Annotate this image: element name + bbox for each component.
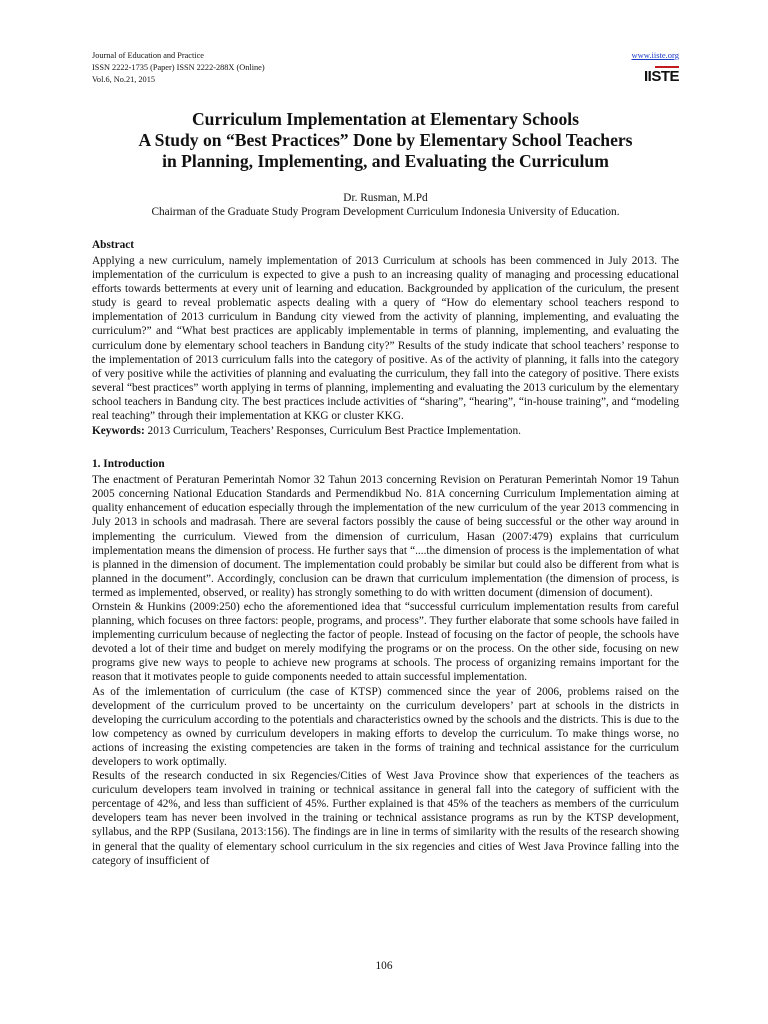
author-name: Dr. Rusman, M.Pd	[343, 192, 428, 204]
paragraph: As of the imlementation of curriculum (the case of KTSP) commenced since the year of 2006, problems raised on the development of the curriculum proved to be uncertainty on the curriculum developers’ part at schools in the districts in developing the curriculum according to the potentials and characteristics owned by the schools and the districts. This is due to the low competency as owned by curriculum developers in making efforts to develop the curriculum. To make things worse, no actions of increasing the existing competencies are taken in the forms of training and technical assistance for the curriculum developers to work optimally.	[92, 685, 679, 768]
paragraph: The enactment of Peraturan Pemerintah Nomor 32 Tahun 2013 concerning Revision on Peraturan Pemerintah Nomor 19 Tahun 2005 concerning National Education Standards and Permendikbud No. 81A concerning Curriculum Implementation aiming at quality enhancement of education especially through the implementation of the new curriculum of the year 2013 commencing in July 2013 in schools and madrasah. There are several factors possibly the cause of being successful or the other way around in implementing the curriculum. Viewed from the dimension of curriculum, Hasan (2007:479) explains that curriculum implementation means the dimension of process. He further says that “....the dimension of process is the implementation of what is planned in the dimension of document. The implementation could probably be similar but could also be different from what is planned in the document”. Accordingly, conclusion can be drawn that curriculum implementation (the dimension of process, is termed as implemented, observed, or reality) has strongly something to do with written document (dimension of document).	[92, 474, 679, 599]
keywords-text: 2013 Curriculum, Teachers’ Responses, Curriculum Best Practice Implementation.	[144, 425, 521, 438]
introduction-heading: 1. Introduction	[92, 458, 165, 471]
paper-title	[92, 109, 679, 172]
issn-line: ISSN 2222-1735 (Paper) ISSN 2222-288X (Online)	[92, 63, 265, 72]
keywords-label: Keywords:	[92, 425, 145, 438]
journal-header	[92, 50, 679, 86]
journal-name: Journal of Education and Practice	[92, 51, 204, 60]
website-link[interactable]: www.iiste.org	[631, 50, 679, 60]
paper-page	[92, 50, 679, 868]
title-line: in Planning, Implementing, and Evaluating the Curriculum	[162, 151, 609, 171]
paragraph: Ornstein & Hunkins (2009:250) echo the aforementioned idea that “successful curriculum implementation results from careful planning, which focuses on three factors: people, programs, and process”. They further elaborate that some schools have failed in implementing curriculum because of neglecting the factor of people. Instead of focusing on the factor of people, the schools have devoted a lot of their time and budget on merely modifying the programs or on the process. On the other side, focusing on new programs give new ways to people to achieve new programs at schools. The process of organizing remains important for the reason that it motivates people to guide components needed to attain successful implementation.	[92, 600, 679, 684]
iiste-logo	[644, 66, 679, 84]
abstract-heading: Abstract	[92, 239, 135, 251]
page-number: 106	[375, 960, 393, 972]
abstract-text: Applying a new curriculum, namely implementation of 2013 Curriculum at schools has been commenced in July 2013. The implementation of the curriculum is expected to give a push to an increasing quality of managing and processing educational efforts towards betterments at every unit of learning and education. Backgrounded by application of the curiculum, the present study is geard to reveal problematic aspects dealing with a query of “How do elementary school teachers respond to implementation of 2013 curriculum in Bandung city viewed from the activity of planning, implementing, and evaluating the curriculum?” and “What best practices are applicably implementable in terms of planning, implementing, and evaluating the curriculum done by elementary school teachers in Bandung city?” Results of the study indicate that school teachers’ response to the implementation of 2013 curriculum falls into the category of positive. As of the activity of planning, it falls into the category of very positive while the activities of planning and evaluating the curriculum, they fall into the category of positive. There exists several “best practices” worth applying in terms of planning, implementing and evaluating the 2013 curiculum by the elementary school teachers in Bandung city. The best practices include activities of “sharing”, “hearing”, “in-house training”, and “modeling real teaching” through their implementation at KKG or cluster KKG.	[92, 255, 679, 423]
title-line: Curriculum Implementation at Elementary Schools	[191, 109, 580, 129]
title-line: A Study on “Best Practices” Done by Elementary School Teachers	[138, 130, 633, 150]
logo-text: IISTE	[643, 68, 679, 85]
paragraph: Results of the research conducted in six Regencies/Cities of West Java Province show that experiences of the teachers as curiculum developers team involved in training or technical assitance in general fall into the category of sufficient with the percentage of 42%, and less than sufficient of 45%. Further explained is that 45% of the teachers as members of the curriculum developers team has never been involved in the training or technical assistance programs as run by the KTSP development, syllabus, and the RPP (Susilana, 2013:156). The findings are in line in terms of similarity with the results of the research showing in general that the quality of elementary school curriculum in the six regencies and cities of West Java Province falling into the category of insufficient of	[92, 770, 679, 867]
volume-line: Vol.6, No.21, 2015	[92, 75, 155, 84]
header-right	[632, 50, 679, 86]
keywords-line	[92, 424, 679, 438]
author-affiliation: Chairman of the Graduate Study Program Development Curriculum Indonesia University of Education.	[151, 206, 620, 218]
